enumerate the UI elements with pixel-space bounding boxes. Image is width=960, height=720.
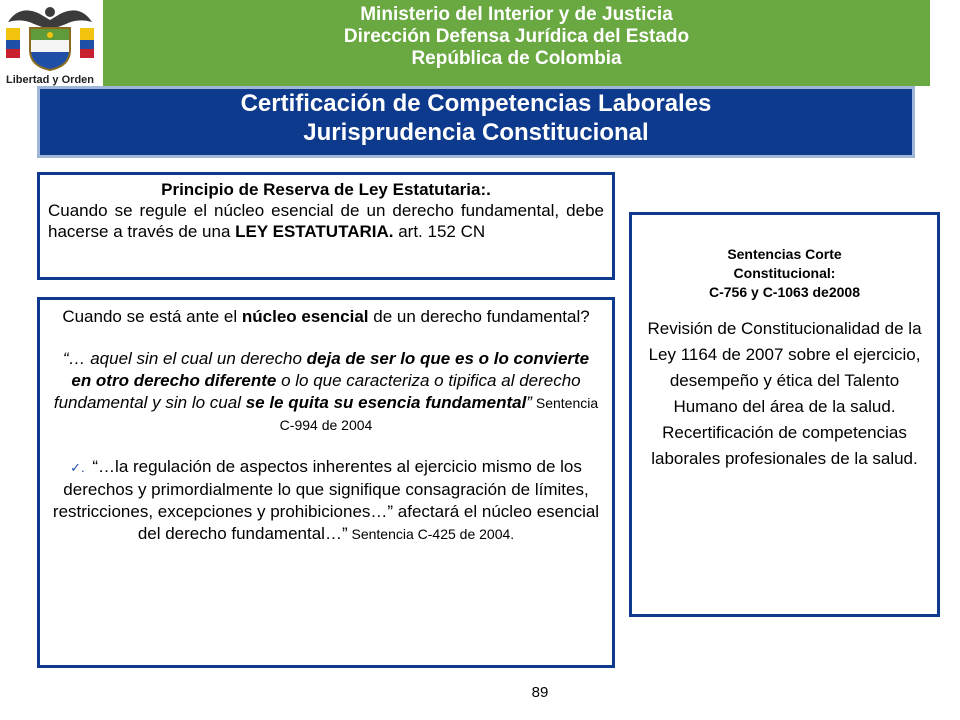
principle-text bbox=[48, 200, 604, 242]
checkmark-icon: ✓. bbox=[70, 460, 85, 475]
quote1-part-d: se le quita su esencia fundamental bbox=[245, 393, 527, 412]
citation-c994: Sentencia C-994 de 2004 bbox=[279, 395, 599, 433]
principle-box bbox=[37, 172, 615, 280]
question-bold: núcleo esencial bbox=[241, 307, 369, 326]
rulings-body-recertification: Recertificación de competencias laborales profesionales de la salud. bbox=[651, 423, 918, 468]
rulings-body-review: Revisión de Constitucionalidad de la Ley 1164 de 2007 sobre el ejercicio, desempeño y ética del Talento Humano del área de la salud. bbox=[647, 319, 922, 416]
coat-of-arms-logo bbox=[0, 0, 100, 94]
rulings-title bbox=[642, 245, 927, 302]
rulings-title-line3: C-756 y C-1063 de2008 bbox=[709, 284, 860, 300]
logo-caption: Libertad y Orden bbox=[5, 74, 95, 86]
quote-c425 bbox=[52, 456, 600, 545]
quote1-part-a: “… aquel sin el cual un derecho bbox=[62, 349, 307, 368]
title-banner bbox=[37, 86, 915, 158]
principle-text-bold: LEY ESTATUTARIA. bbox=[235, 222, 394, 241]
coat-of-arms-icon bbox=[0, 0, 100, 74]
rulings-title-line1: Sentencias Corte bbox=[727, 246, 842, 262]
court-rulings-box bbox=[629, 212, 940, 617]
page-subtitle: Jurisprudencia Constitucional bbox=[303, 119, 649, 146]
citation-c425: Sentencia C-425 de 2004. bbox=[347, 526, 515, 542]
essential-core-box bbox=[37, 297, 615, 668]
rulings-title-line2: Constitucional: bbox=[733, 265, 836, 281]
ministry-name: Ministerio del Interior y de Justicia bbox=[360, 4, 673, 25]
quote2-text: “…la regulación de aspectos inherentes al ejercicio mismo de los derechos y primordialmente lo que signifique consagración de límites, restricciones, excepciones y prohibiciones…” afectará el núcleo esencial del derecho fundamental…” bbox=[52, 457, 600, 543]
page-number: 89 bbox=[531, 684, 549, 701]
principle-text-start: Cuando se regule el núcleo esencial de un derecho fundamental, debe hacerse a través de una bbox=[48, 201, 604, 241]
question-end: de un derecho fundamental? bbox=[368, 307, 590, 326]
quote1-part-c: o lo que caracteriza o tipifica al derecho fundamental y sin lo cual bbox=[53, 371, 581, 412]
rulings-body bbox=[642, 316, 927, 472]
directorate-name: Dirección Defensa Jurídica del Estado bbox=[343, 26, 690, 47]
principle-text-end: art. 152 CN bbox=[393, 222, 486, 241]
quote-c994 bbox=[52, 348, 600, 436]
principle-title: Principio de Reserva de Ley Estatutaria:. bbox=[161, 180, 491, 199]
quote1-part-e: ” bbox=[526, 393, 532, 412]
page-title: Certificación de Competencias Laborales bbox=[240, 90, 712, 117]
country-name: República de Colombia bbox=[411, 48, 622, 69]
ministry-banner bbox=[103, 0, 930, 86]
question-start: Cuando se está ante el bbox=[62, 307, 242, 326]
essential-core-question bbox=[52, 306, 600, 328]
quote1-part-b: deja de ser lo que es o lo convierte en otro derecho diferente bbox=[71, 349, 590, 390]
